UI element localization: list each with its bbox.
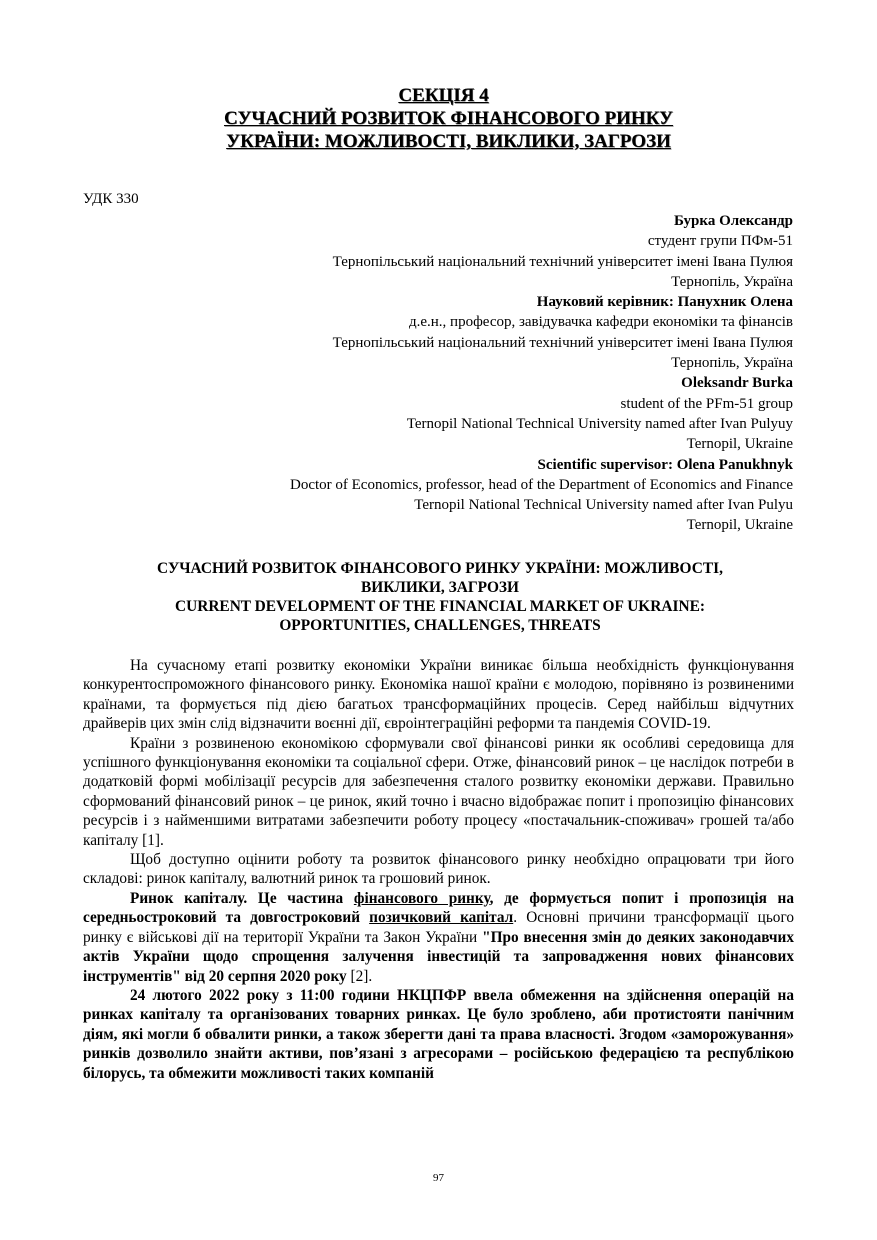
author-name-ua: Бурка Олександр <box>674 213 793 229</box>
section-title-line-1: СУЧАСНИЙ РОЗВИТОК ФІНАНСОВОГО РИНКУ <box>223 108 673 129</box>
p4-lead-cont: , де формується попит і пропозиція на середньостроковий та довгостроковий <box>83 889 795 927</box>
section-heading <box>0 84 877 153</box>
author-city-en: Ternopil, Ukraine <box>686 436 793 453</box>
author-university-ua: Тернопільський національний технічний університет імені Івана Пулюя <box>332 253 793 270</box>
p4-law-title: "Про внесення змін до деяких законодавчих актів України щодо спрощення залучення інвестицій та запровадження нових фінансових інструментів" від 20 серпня 2020 року <box>83 928 794 985</box>
author-city-ua: Тернопіль, Україна <box>671 273 793 290</box>
article-title <box>90 559 790 635</box>
paragraph-1: На сучасному етапі розвитку економіки України виникає більша необхідність функціонування конкурентоспроможного фінансового ринку. Економіка нашої країни є молодою, порівняно із розвиненими країнами, та формується під дією багатьох трансформаційних процесів. Серед найбільш відчутних драйверів цих змін слід відзначити воєнні дії, євроінтеграційні реформи та пандемія COVID-19. <box>83 657 794 733</box>
section-number: СЕКЦІЯ 4 <box>398 85 489 106</box>
p4-text: . Основні причини трансформації цього ринку є військові дії на території України та Закон України <box>83 909 794 946</box>
article-body <box>83 656 794 1083</box>
section-title-line-2: УКРАЇНИ: МОЖЛИВОСТІ, ВИКЛИКИ, ЗАГРОЗИ <box>226 131 671 152</box>
author-name-en: Oleksandr Burka <box>681 375 793 392</box>
title-en-line-2: OPPORTUNITIES, CHALLENGES, THREATS <box>279 617 601 634</box>
supervisor-city-en: Ternopil, Ukraine <box>686 517 793 534</box>
paragraph-4 <box>83 889 794 986</box>
page-number: 97 <box>433 1172 444 1184</box>
link-loan-capital[interactable]: позичковий капітал <box>369 909 514 927</box>
author-group-ua: студент групи ПФм-51 <box>647 233 793 250</box>
supervisor-city-ua: Тернопіль, Україна <box>671 355 793 372</box>
paragraph-2: Країни з розвиненою економікою сформували свої фінансові ринки як особливі середовища для успішного функціонування економіки та соціальної сфери. Отже, фінансовий ринок – це наслідок потреби в додатковій формі мобілізації ресурсів для забезпечення сталого розвитку економіки держави. Правильно сформований фінансовий ринок – це ринок, який точно і вчасно відображає попит і пропозицію фінансових ресурсів і з найменшими витратами забезпечити роботу процесу «постачальник-споживач» грошей та/або капіталу [1]. <box>83 734 794 849</box>
supervisor-university-en: Ternopil National Technical University named after Ivan Pulyu <box>414 497 793 514</box>
author-group-en: student of the PFm-51 group <box>620 395 793 412</box>
supervisor-position-ua: д.е.н., професор, завідувачка кафедри економіки та фінансів <box>408 314 793 331</box>
paragraph-3: Щоб доступно оцінити роботу та розвиток фінансового ринку необхідно опрацювати три його складові: ринок капіталу, валютний ринок та грошовий ринок. <box>83 851 794 888</box>
supervisor-position-en: Doctor of Economics, professor, head of the Department of Economics and Finance <box>290 476 793 493</box>
supervisor-university-ua: Тернопільський національний технічний університет імені Івана Пулюя <box>332 334 793 351</box>
title-ua-line-1: СУЧАСНИЙ РОЗВИТОК ФІНАНСОВОГО РИНКУ УКРАЇНИ: МОЖЛИВОСТІ, <box>157 560 723 577</box>
p4-reference: [2]. <box>346 967 373 985</box>
supervisor-name-en: Scientific supervisor: Olena Panukhnyk <box>537 456 793 473</box>
author-university-en: Ternopil National Technical University named after Ivan Pulyuy <box>406 415 793 432</box>
p4-lead: Ринок капіталу. Це частина <box>130 889 354 907</box>
title-en-line-1: CURRENT DEVELOPMENT OF THE FINANCIAL MARKET OF UKRAINE: <box>174 598 706 615</box>
title-ua-line-2: ВИКЛИКИ, ЗАГРОЗИ <box>360 579 520 596</box>
link-financial-market[interactable]: фінансового ринку <box>353 889 490 907</box>
paragraph-5: 24 лютого 2022 року з 11:00 години НКЦПФР ввела обмеження на здійснення операцій на ринках капіталу та організованих товарних ринках. Це було зроблено, аби протистояти панічним діям, які могли б обвалити ринки, а також зберегти дані та права власності. Згодом «заморожування» ринків дозволило знайти активи, пов’язані з агресорами – російською федерацією та республікою білорусь, та обмежити можливості таких компаній <box>83 986 794 1082</box>
udk-code: УДК 330 <box>83 191 139 207</box>
author-block <box>93 211 793 536</box>
supervisor-name-ua: Науковий керівник: Панухник Олена <box>536 294 793 311</box>
